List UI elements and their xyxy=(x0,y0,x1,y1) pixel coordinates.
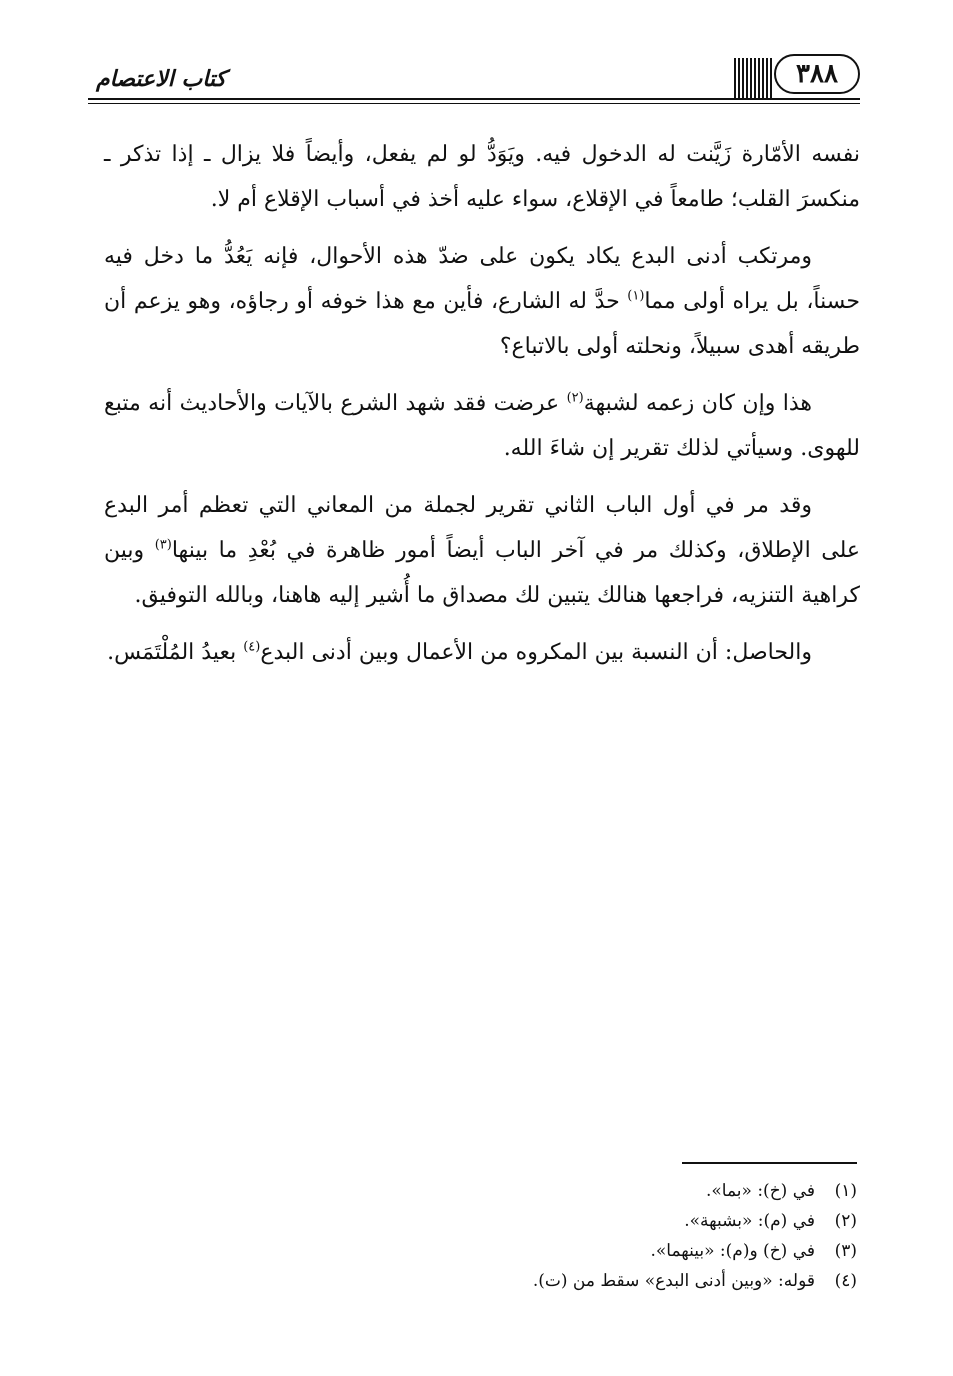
footnote-ref-4[interactable]: (٤) xyxy=(243,639,261,655)
footnote-ref-1[interactable]: (١) xyxy=(627,288,645,304)
footnote-ref-3[interactable]: (٣) xyxy=(154,537,172,553)
footnote-1 xyxy=(157,1176,857,1206)
footnote-text: في (خ): «بما». xyxy=(705,1181,815,1201)
paragraph-text: وبين كراهية التنزيه، فراجعها هنالك يتبين لك مصداق ما أُشير إليه هاهنا، وبالله التوفيق. xyxy=(104,538,860,608)
paragraph-2 xyxy=(104,234,860,369)
paragraph-3 xyxy=(104,381,860,471)
footnote-ref-2[interactable]: (٢) xyxy=(566,390,584,406)
page-number: ٣٨٨ xyxy=(774,54,860,94)
header-rule-thin xyxy=(88,103,860,104)
footnote-text: في (خ) و(م): «بينهما». xyxy=(650,1241,815,1261)
header-rule xyxy=(88,98,860,100)
paragraph-text: ومرتكب أدنى البدع يكاد يكون على ضدّ هذه الأحوال، فإنه يَعُدُّ ما دخل فيه حسناً، بل يراه أولى مما xyxy=(104,244,860,314)
paragraph-text: حدَّ له الشارع، فأين مع هذا خوفه أو رجاؤه، وهو يزعم أن طريقه أهدى سبيلاً، ونحلته أولى بالاتباع؟ xyxy=(104,289,860,359)
footnote-separator xyxy=(682,1162,857,1164)
paragraph-text: بعيدُ المُلْتَمَس. xyxy=(107,640,244,665)
paragraph-5 xyxy=(104,630,860,675)
footnote-text: قوله: «وبين أدنى البدع» سقط من (ت). xyxy=(532,1271,815,1291)
footnote-4 xyxy=(157,1266,857,1296)
paragraph-text: والحاصل: أن النسبة بين المكروه من الأعمال وبين أدنى البدع xyxy=(260,640,812,665)
footnote-text: في (م): «بشبهة». xyxy=(684,1211,815,1231)
paragraph-1 xyxy=(104,132,860,222)
footnote-number: (١) xyxy=(834,1181,857,1201)
paragraph-text: هذا وإن كان زعمه لشبهة xyxy=(583,391,812,416)
paragraph-text: نفسه الأمّارة زَيَّنت له الدخول فيه. ويَوَدُّ لو لم يفعل، وأيضاً فلا يزال ـ إذا تذكر ـ منكسرَ القلب؛ طامعاً في الإقلاع، سواء عليه أخذ في أسباب الإقلاع أم لا. xyxy=(104,142,860,212)
footnotes xyxy=(157,1176,857,1296)
footnote-number: (٣) xyxy=(834,1241,857,1261)
book-title: كتاب الاعتصام xyxy=(96,66,227,92)
footnote-3 xyxy=(157,1236,857,1266)
header-ornament xyxy=(734,58,772,98)
page-header xyxy=(88,52,860,108)
paragraph-text: عرضت فقد شهد الشرع بالآيات والأحاديث أنه متبع للهوى. وسيأتي لذلك تقرير إن شاءَ الله. xyxy=(104,391,860,461)
paragraph-text: وقد مر في أول الباب الثاني تقرير لجملة من المعاني التي تعظم أمر البدع على الإطلاق، وكذلك مر في آخر الباب أيضاً أمور ظاهرة في بُعْدِ ما بينها xyxy=(104,493,860,563)
footnote-2 xyxy=(157,1206,857,1236)
main-text xyxy=(104,132,860,687)
paragraph-4 xyxy=(104,483,860,618)
footnote-number: (٤) xyxy=(834,1271,857,1291)
footnote-number: (٢) xyxy=(834,1211,857,1231)
